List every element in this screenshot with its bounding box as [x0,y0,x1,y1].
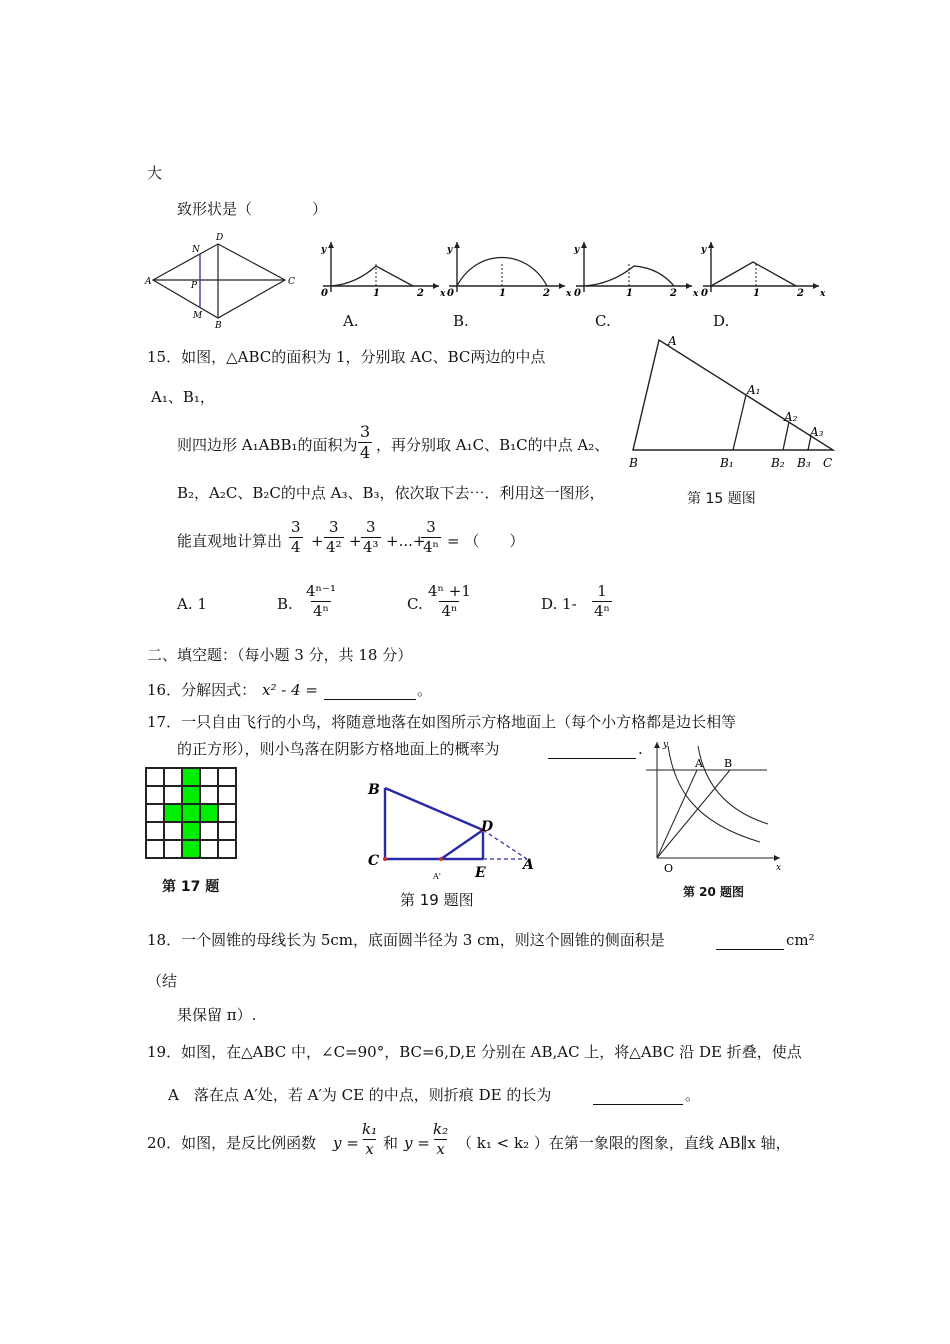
x-arrow [433,283,439,289]
grid-cell [218,840,236,858]
q14-line1: 大 [147,164,163,182]
q15-area-fraction [358,424,372,461]
grid-cell [182,768,200,786]
tri-label-b3: B₃ [797,456,811,470]
fold-label-e: E [475,865,486,881]
q19-caption: 第 19 题图 [400,891,474,909]
grid-cell [164,768,182,786]
axis-label-y: y [574,245,580,255]
q15-option-b-label: B. [277,595,293,613]
grid-cell [146,840,164,858]
rh-label-c: C [288,277,295,287]
q14-option-d: D. [713,312,730,330]
option-graph [320,242,446,299]
q15-line5: 能直观地计算出 [177,532,283,550]
hyp-label-x: x [776,863,782,873]
rh-label-a: A [145,277,152,287]
q15-line3b: ，再分别取 A₁C、B₁C的中点 A₂、 [376,436,610,454]
q14-option-b: B. [453,312,469,330]
q15-sum-num-1: 3 [291,518,301,536]
axis-label-x: x [820,289,826,299]
q15-frac-den: 4 [360,443,371,462]
q15-triangle-figure [625,332,845,477]
y-arrow [454,242,460,248]
rh-label-p: P [191,281,198,291]
q14-option-graphs [300,232,826,312]
function-curve [331,266,413,286]
grid-cell [200,804,218,822]
q14-option-a: A. [343,312,359,330]
tick-label-0: 0 [574,288,581,299]
q20-y1: y = [333,1134,359,1152]
q14-rhombus-figure [145,232,295,332]
rh-label-m: M [193,311,203,321]
q15-option-b-den: 4ⁿ [312,602,329,620]
grid-cell [200,768,218,786]
tick-label-1: 1 [753,288,760,299]
q15-option-c-label: C. [407,595,423,613]
q16-answer-blank[interactable] [324,683,416,700]
q17-line1: 17．一只自由飞行的小鸟，将随意地落在如图所示方格地面上（每个小方格都是边长相等 [147,713,737,731]
tri-label-a3: A₃ [810,425,824,439]
q15-option-c-num: 4ⁿ +1 [428,582,471,600]
grid-cell [200,840,218,858]
grid-cell [164,822,182,840]
tick-label-1: 1 [373,288,380,299]
fold-label-a: A [523,857,534,873]
fold-label-a-prime: A' [433,872,441,881]
tick-label-2: 2 [417,288,424,299]
q18-line2: （结 [147,972,178,990]
tick-label-0: 0 [701,288,708,299]
q20-k1: k₁ [362,1120,378,1138]
q20-k2: k₂ [433,1120,449,1138]
q15-option-d-num: 1 [597,582,607,600]
hyp-label-a: A [695,757,703,770]
tick-label-0: 0 [321,288,328,299]
q20-y2: y = [404,1134,430,1152]
q20-fraction-2 [431,1122,450,1157]
y-arrow [581,242,587,248]
grid-cell [146,822,164,840]
q20-condition: （ k₁ < k₂ ）在第一象限的图象，直线 AB∥x 轴， [457,1134,791,1152]
y-arrow [328,242,334,248]
q15-option-d-den: 4ⁿ [594,602,611,620]
tick-label-2: 2 [670,288,677,299]
q15-option-a: A. 1 [177,595,207,613]
q15-sum-term-1 [289,520,303,555]
q19-end: 。 [685,1086,701,1104]
axis-label-y: y [701,245,707,255]
q15-sum-plus-2: + [349,532,362,550]
fold-label-c: C [368,853,380,869]
axis-label-x: x [566,289,572,299]
q18-line3: 果保留 π）. [177,1006,257,1024]
grid-cell [164,804,182,822]
x-arrow [813,283,819,289]
q15-sum-den-1: 4 [291,538,301,556]
grid-cell [200,786,218,804]
q15-line2: A₁、B₁， [151,388,215,406]
x-arrow [686,283,692,289]
q17-line2: 的正方形），则小鸟落在阴影方格地面上的概率为 [177,740,500,758]
option-graph [446,242,572,299]
q16-text: 16．分解因式： [147,681,257,699]
q15-sum-num-3: 3 [366,518,376,536]
q15-option-d-fraction [592,584,612,619]
q20-caption: 第 20 题图 [683,885,745,899]
x-arrow [559,283,565,289]
grid-cell [182,822,200,840]
q20-pre: 20．如图，是反比例函数 [147,1134,317,1152]
q15-option-c-fraction [426,584,473,619]
axis-label-x: x [693,289,699,299]
q15-sum-plus-1: + [311,532,324,550]
rh-label-d: D [216,233,224,243]
grid-cell [182,804,200,822]
tick-label-0: 0 [447,288,454,299]
tri-label-a1: A₁ [747,383,761,397]
q19-answer-blank[interactable] [593,1088,683,1105]
tri-label-a: A [668,334,677,348]
option-graph [700,242,826,299]
tick-label-2: 2 [543,288,550,299]
q15-sum-term-n [421,520,441,555]
q16-expression: x² - 4 = [262,681,318,699]
q15-option-d-label: D. 1- [541,595,577,613]
q14-option-c: C. [595,312,611,330]
q15-sum-num-2: 3 [329,518,339,536]
q17-answer [548,742,636,759]
q20-x1: x [365,1140,374,1158]
axis-label-y: y [447,245,453,255]
q17-end: . [638,740,643,758]
tri-label-c: C [823,456,833,470]
function-curve [711,262,796,286]
grid-cell [182,840,200,858]
grid-cell [218,786,236,804]
q20-x2: x [436,1140,445,1158]
q19-answer [593,1088,683,1105]
axis-label-x: x [440,289,446,299]
q19-fold-figure [365,778,545,888]
q20-and: 和 [383,1134,399,1152]
q15-sum-den-3: 4³ [363,538,379,556]
q15-sum-term-3 [361,520,381,555]
hyp-label-b: B [724,757,733,770]
grid-cell [164,840,182,858]
q15-option-b-num: 4ⁿ⁻¹ [306,582,336,600]
grid-cell [218,822,236,840]
q17-answer-blank[interactable] [548,742,636,759]
q18-answer [716,933,784,950]
rh-label-n: N [192,245,200,255]
grid-cell [218,804,236,822]
tick-label-1: 1 [499,288,506,299]
q20-fraction-1 [360,1122,379,1157]
grid-cell [146,768,164,786]
option-graph [573,242,699,299]
q15-caption: 第 15 题图 [687,491,756,507]
q15-sum-num-n: 3 [426,518,436,536]
tri-label-b2: B₂ [771,456,785,470]
q18-unit: cm² [786,931,815,949]
q15-option-b-fraction [304,584,338,619]
q16-end: 。 [417,681,433,699]
q15-line1: 15．如图，△ABC的面积为 1，分别取 AC、BC两边的中点 [147,348,546,366]
q19-line1: 19．如图，在△ABC 中，∠C=90°，BC=6,D,E 分别在 AB,AC 上，将△ABC 沿 DE 折叠，使点 [147,1043,802,1061]
tri-label-b1: B₁ [720,456,734,470]
rh-label-b: B [215,321,222,331]
grid-cell [182,786,200,804]
q20-hyperbola-figure [640,738,790,878]
grid-cell [146,804,164,822]
q15-option-c-den: 4ⁿ [441,602,458,620]
q15-sum-term-2 [324,520,344,555]
hyp-label-y: y [663,740,669,750]
tick-label-1: 1 [626,288,633,299]
q15-line4: B₂，A₂C、B₂C的中点 A₃、B₃，依次取下去⋯．利用这一图形， [177,484,605,502]
q17-grid [145,767,237,859]
fold-label-b: B [368,782,380,798]
q16-answer [324,683,416,700]
q18-answer-blank[interactable] [716,933,784,950]
tri-label-b: B [629,456,638,470]
q18-line1: 18．一个圆锥的母线长为 5cm，底面圆半径为 3 cm，则这个圆锥的侧面积是 [147,931,665,949]
q15-sum-den-n: 4ⁿ [423,538,440,556]
tri-label-a2: A₂ [784,410,798,424]
q15-sum-den-2: 4² [326,538,342,556]
q19-line2: A 落在点 A′处，若 A′为 CE 的中点，则折痕 DE 的长为 [168,1086,552,1104]
q17-caption: 第 17 题 [162,879,220,895]
grid-cell [146,786,164,804]
q15-sum-tail: = （ ） [447,532,525,550]
y-arrow [708,242,714,248]
grid-cell [200,822,218,840]
tick-label-2: 2 [797,288,804,299]
hyp-label-o: O [664,862,674,875]
q15-sum-dots: +...+ [386,532,426,550]
grid-cell [164,786,182,804]
section2-heading: 二、填空题：（每小题 3 分，共 18 分） [147,646,413,664]
axis-label-y: y [321,245,327,255]
q15-frac-num: 3 [360,422,371,441]
grid-cell [218,768,236,786]
q15-line3a: 则四边形 A₁ABB₁的面积为 [177,436,358,454]
q14-line2: 致形状是（ ） [177,200,328,218]
fold-label-d: D [481,819,494,835]
